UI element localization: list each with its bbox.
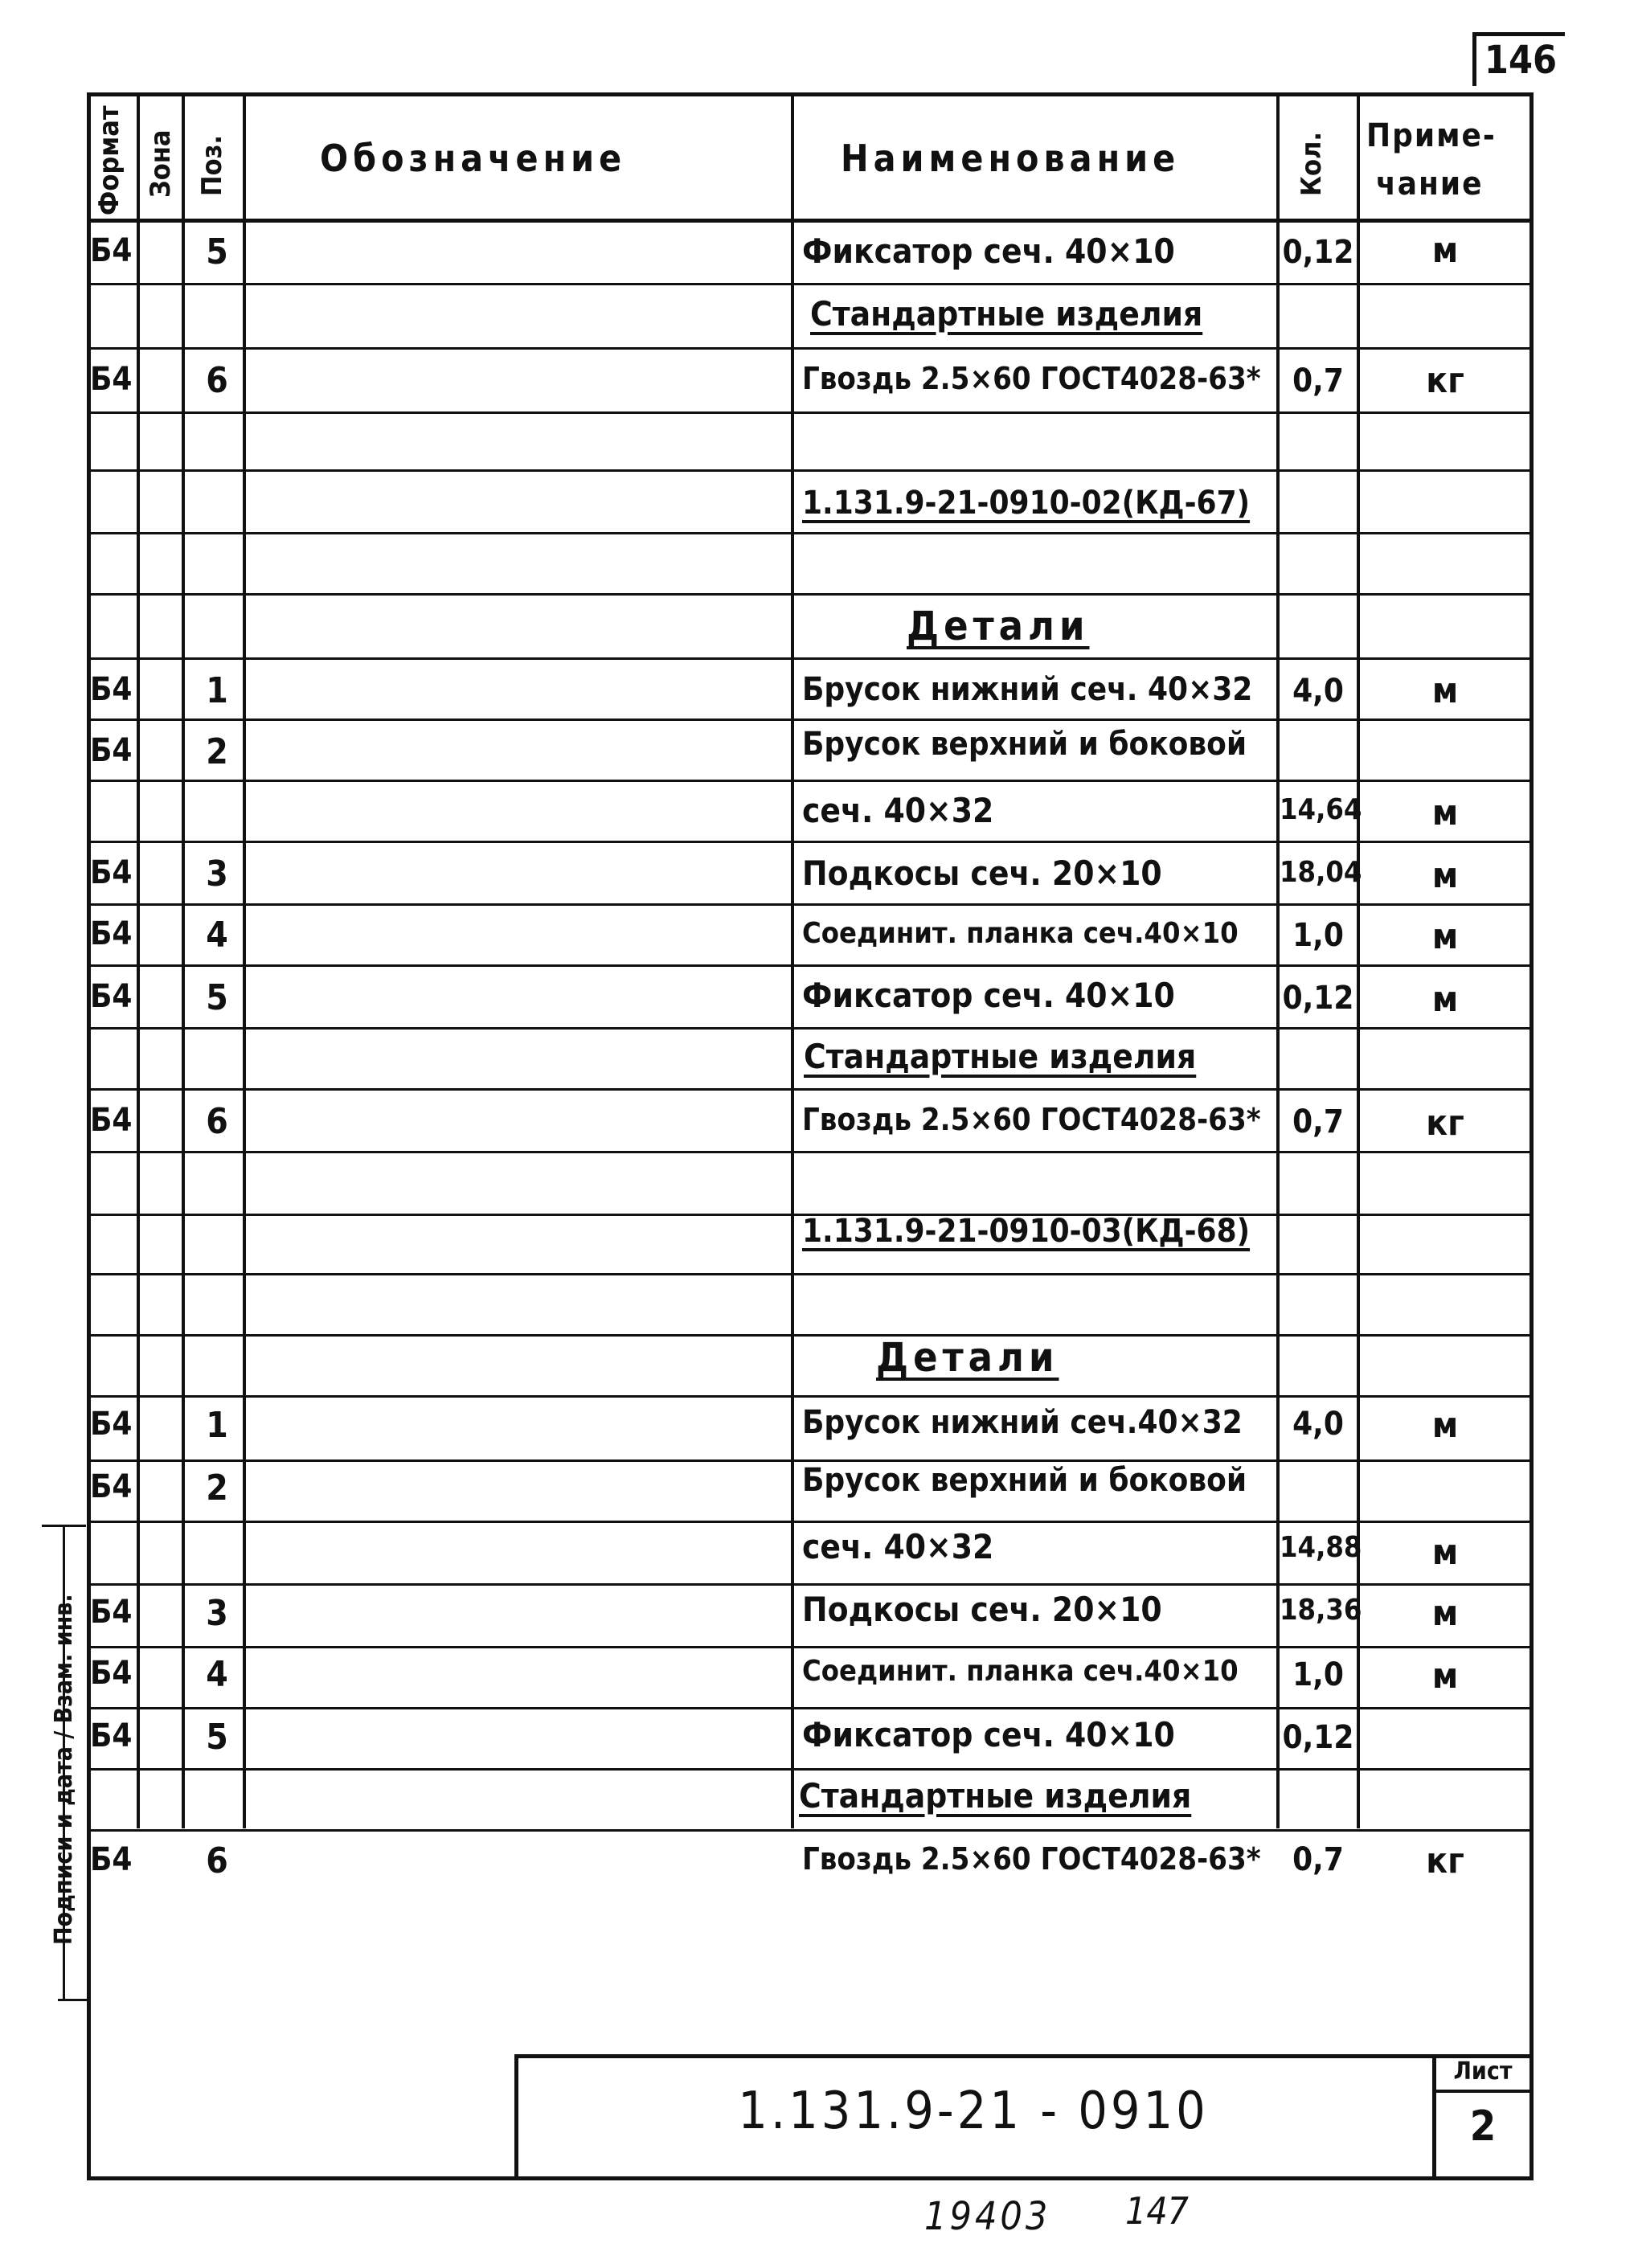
row-name: Брусок нижний сеч.40×32 <box>802 1404 1243 1441</box>
row-note: кг <box>1426 1103 1464 1144</box>
row-qty: 14,88 <box>1280 1531 1362 1564</box>
row-pos: 4 <box>206 915 228 956</box>
row-qty: 0,7 <box>1292 362 1344 399</box>
row-note: м <box>1431 670 1459 711</box>
row-qty: 0,12 <box>1282 1719 1354 1756</box>
row-format: Б4 <box>90 1841 133 1878</box>
row-name: Брусок верхний и боковой <box>802 1462 1247 1499</box>
row-line <box>87 1088 1534 1091</box>
row-line <box>87 1273 1534 1275</box>
row-name: Гвоздь 2.5×60 ГОСТ4028-63* <box>802 1102 1261 1137</box>
row-format: Б4 <box>90 732 133 769</box>
row-line <box>87 841 1534 843</box>
document-code: 1.131.9-21 - 0910 <box>738 2082 1209 2141</box>
row-name: сеч. 40×32 <box>802 1527 994 1566</box>
row-qty: 1,0 <box>1292 917 1344 954</box>
sheet-label: Лист <box>1453 2057 1513 2086</box>
row-note: кг <box>1426 1840 1464 1881</box>
row-line <box>87 593 1534 596</box>
row-line <box>87 964 1534 967</box>
row-line <box>87 532 1534 534</box>
header-pos: Поз. <box>196 134 228 196</box>
row-format: Б4 <box>90 1468 133 1505</box>
row-format: Б4 <box>90 671 133 708</box>
row-line <box>87 718 1534 721</box>
row-name: Фиксатор сеч. 40×10 <box>802 976 1175 1015</box>
row-note: м <box>1431 1532 1459 1573</box>
row-pos: 5 <box>206 1717 228 1758</box>
title-block-sheet-divider <box>1432 2090 1534 2093</box>
row-line <box>87 903 1534 906</box>
row-name: Гвоздь 2.5×60 ГОСТ4028-63* <box>802 361 1261 396</box>
header-format: Формат <box>93 105 125 215</box>
row-format: Б4 <box>90 361 133 398</box>
row-line <box>87 411 1534 414</box>
side-stamp: Подписи и дата / Взам. инв. <box>50 1594 78 1945</box>
row-pos: 2 <box>206 731 228 772</box>
row-note: м <box>1431 979 1459 1020</box>
page-number: 146 <box>1472 32 1565 86</box>
row-pos: 1 <box>206 1405 228 1446</box>
row-line <box>87 1768 1534 1771</box>
section-standard-items: Стандартные изделия <box>799 1776 1192 1816</box>
row-qty: 0,12 <box>1282 980 1354 1017</box>
row-line <box>87 283 1534 285</box>
row-note: м <box>1431 916 1459 957</box>
row-line <box>87 469 1534 472</box>
row-qty: 1,0 <box>1292 1656 1344 1693</box>
row-pos: 2 <box>206 1468 228 1509</box>
row-qty: 0,12 <box>1282 234 1354 271</box>
row-format: Б4 <box>90 915 133 952</box>
row-name: Брусок нижний сеч. 40×32 <box>802 671 1253 708</box>
header-bottom-line <box>87 219 1534 223</box>
row-format: Б4 <box>90 1406 133 1443</box>
col-line-zone <box>182 92 185 1828</box>
inventory-number: 19403 <box>924 2194 1051 2239</box>
variant-code: 1.131.9-21-0910-03(КД-68) <box>802 1213 1251 1250</box>
row-pos: 5 <box>206 231 228 272</box>
row-note: м <box>1431 1405 1459 1446</box>
row-qty: 18,04 <box>1280 856 1362 889</box>
row-name: Фиксатор сеч. 40×10 <box>802 1715 1175 1754</box>
row-line <box>87 1334 1534 1337</box>
row-line <box>87 1395 1534 1398</box>
section-details: Детали <box>907 603 1090 649</box>
row-note: м <box>1431 1656 1459 1697</box>
row-line <box>87 1646 1534 1648</box>
row-qty: 14,64 <box>1280 793 1362 826</box>
row-line <box>87 1027 1534 1030</box>
header-qty: Кол. <box>1296 131 1328 196</box>
row-name: Гвоздь 2.5×60 ГОСТ4028-63* <box>802 1841 1261 1877</box>
col-line-format <box>137 92 140 1828</box>
row-qty: 4,0 <box>1292 673 1344 710</box>
header-note-line1: Приме- <box>1366 117 1497 154</box>
row-line <box>87 780 1534 782</box>
row-format: Б4 <box>90 854 133 891</box>
row-format: Б4 <box>90 1102 133 1139</box>
col-line-pos <box>243 92 246 1828</box>
section-details: Детали <box>876 1334 1059 1381</box>
row-note: м <box>1431 792 1459 833</box>
section-standard-items: Стандартные изделия <box>810 294 1203 334</box>
variant-code: 1.131.9-21-0910-02(КД-67) <box>802 485 1251 522</box>
row-format: Б4 <box>90 1594 133 1631</box>
section-standard-items: Стандартные изделия <box>804 1037 1197 1076</box>
row-line <box>87 1829 1534 1832</box>
row-line <box>87 1707 1534 1709</box>
row-line <box>87 1521 1534 1523</box>
row-name: сеч. 40×32 <box>802 791 994 830</box>
row-note: м <box>1431 855 1459 896</box>
header-designation: Обозначение <box>320 137 627 180</box>
header-zone: Зона <box>145 129 177 198</box>
row-line <box>87 347 1534 350</box>
row-format: Б4 <box>90 978 133 1015</box>
row-qty: 0,7 <box>1292 1841 1344 1878</box>
row-qty: 18,36 <box>1280 1594 1362 1627</box>
row-qty: 4,0 <box>1292 1406 1344 1443</box>
col-line-designation <box>791 92 794 1828</box>
header-name: Наименование <box>841 137 1181 180</box>
row-note: м <box>1431 230 1459 271</box>
side-stamp-line <box>58 1999 87 2001</box>
row-pos: 6 <box>206 1101 228 1142</box>
row-name: Соединит. планка сеч.40×10 <box>802 917 1239 950</box>
row-name: Фиксатор сеч. 40×10 <box>802 231 1175 271</box>
row-name: Подкосы сеч. 20×10 <box>802 854 1162 893</box>
header-note-line2: чание <box>1376 166 1484 203</box>
col-line-name <box>1276 92 1280 1828</box>
row-pos: 5 <box>206 977 228 1018</box>
row-format: Б4 <box>90 232 133 269</box>
row-note: м <box>1431 1593 1459 1634</box>
row-pos: 4 <box>206 1654 228 1695</box>
row-format: Б4 <box>90 1717 133 1754</box>
row-name: Соединит. планка сеч.40×10 <box>802 1655 1239 1688</box>
row-note: кг <box>1426 360 1464 401</box>
sheet-number: 2 <box>1469 2102 1497 2151</box>
row-pos: 3 <box>206 854 228 895</box>
row-name: Подкосы сеч. 20×10 <box>802 1590 1162 1629</box>
row-pos: 1 <box>206 670 228 711</box>
row-qty: 0,7 <box>1292 1103 1344 1140</box>
row-format: Б4 <box>90 1655 133 1692</box>
row-line <box>87 1583 1534 1586</box>
handwritten-page-number: 147 <box>1125 2189 1189 2233</box>
row-line <box>87 657 1534 660</box>
row-pos: 6 <box>206 360 228 401</box>
row-pos: 3 <box>206 1593 228 1634</box>
row-pos: 6 <box>206 1840 228 1881</box>
row-line <box>87 1151 1534 1153</box>
row-name: Брусок верхний и боковой <box>802 726 1247 763</box>
